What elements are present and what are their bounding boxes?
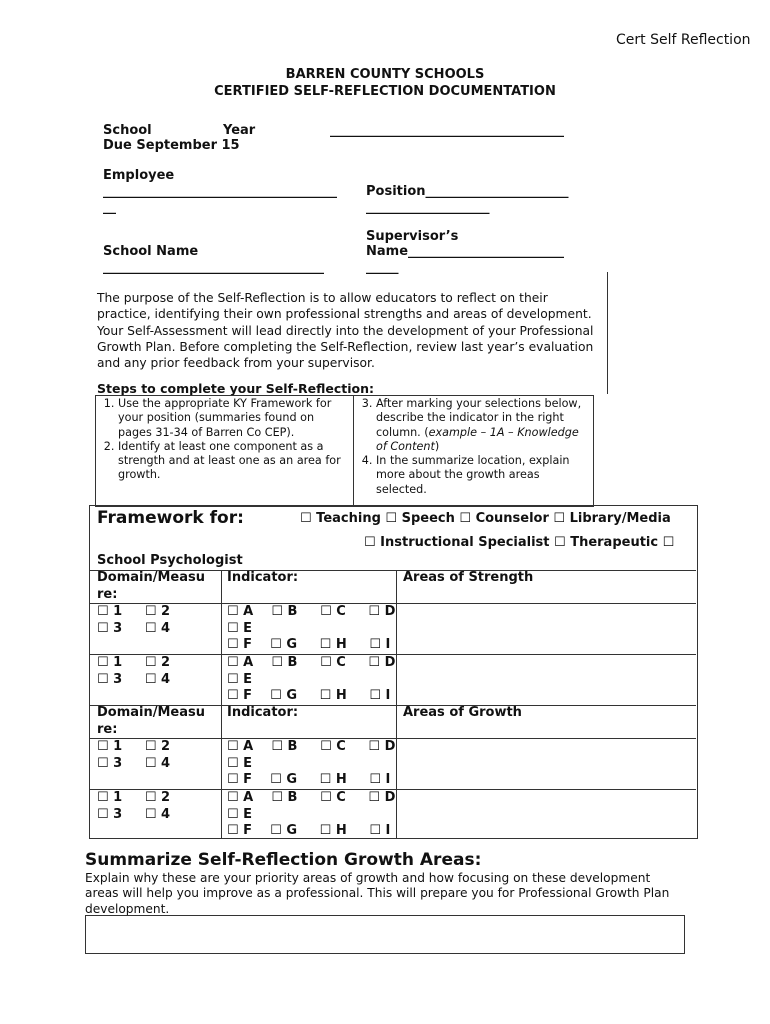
step-2: 2. Identify at least one component as a strength and at least one as an area for growth.	[118, 440, 351, 483]
school-name-field[interactable]: __________________________________	[103, 260, 324, 275]
steps-left-column	[96, 397, 351, 483]
step-4: 4. In the summarize location, explain more about the growth areas selected.	[376, 454, 590, 497]
school-label: School	[103, 123, 152, 138]
step-1: 1. Use the appropriate KY Framework for your position (summaries found on pages 31-34 of Barren Co CEP).	[118, 397, 351, 440]
margin-rule	[607, 272, 608, 394]
framework-option-psychologist[interactable]: School Psychologist	[97, 553, 243, 568]
employee-field-continued: __	[103, 200, 116, 215]
domain-header: Domain/Measu re:	[97, 705, 206, 737]
district-title: BARREN COUNTY SCHOOLS	[285, 67, 485, 82]
domain-checkboxes[interactable]: ☐ 1 ☐ 2 ☐ 3 ☐ 4	[97, 790, 171, 822]
framework-options-row2[interactable]: ☐ Instructional Specialist ☐ Therapeutic ☐	[364, 535, 675, 550]
document-title: CERTIFIED SELF-REFLECTION DOCUMENTATION	[214, 84, 556, 99]
indicator-header: Indicator:	[227, 570, 299, 585]
table-col-rule	[221, 570, 222, 838]
employee-label: Employee	[103, 168, 175, 183]
supervisor-name-field[interactable]: Name________________________	[366, 244, 565, 259]
summary-response-box[interactable]	[85, 915, 685, 954]
due-date: Due September 15	[103, 138, 240, 153]
framework-options-row1[interactable]: ☐ Teaching ☐ Speech ☐ Counselor ☐ Library/Media	[300, 511, 671, 526]
steps-box	[95, 395, 594, 507]
areas-of-strength-header: Areas of Strength	[403, 570, 534, 585]
step-3: 3. After marking your selections below, describe the indicator in the right column. (example – 1A – Knowledge of Content)	[376, 397, 590, 454]
domain-header: Domain/Measu re:	[97, 570, 206, 602]
steps-title: Steps to complete your Self-Reflection:	[97, 381, 374, 396]
domain-checkboxes[interactable]: ☐ 1 ☐ 2 ☐ 3 ☐ 4	[97, 655, 171, 687]
steps-right-column	[354, 397, 590, 497]
summary-title: Summarize Self-Reflection Growth Areas:	[85, 850, 482, 870]
areas-of-growth-header: Areas of Growth	[403, 705, 522, 720]
indicator-checkboxes[interactable]: ☐ A ☐ B ☐ C ☐ D ☐ E ☐ F ☐ G ☐ H ☐ I	[227, 604, 396, 652]
year-label: Year	[223, 123, 256, 138]
corner-label: Cert Self Reflection	[616, 32, 751, 48]
domain-checkboxes[interactable]: ☐ 1 ☐ 2 ☐ 3 ☐ 4	[97, 739, 171, 771]
year-field[interactable]: ____________________________________	[330, 123, 564, 138]
domain-checkboxes[interactable]: ☐ 1 ☐ 2 ☐ 3 ☐ 4	[97, 604, 171, 636]
supervisor-label: Supervisor’s	[366, 229, 459, 244]
indicator-header: Indicator:	[227, 705, 299, 720]
supervisor-field-continued: _____	[366, 260, 399, 275]
indicator-checkboxes[interactable]: ☐ A ☐ B ☐ C ☐ D ☐ E ☐ F ☐ G ☐ H ☐ I	[227, 655, 396, 703]
indicator-checkboxes[interactable]: ☐ A ☐ B ☐ C ☐ D ☐ E ☐ F ☐ G ☐ H ☐ I	[227, 790, 396, 838]
employee-field[interactable]: ____________________________________	[103, 184, 337, 199]
summary-description: Explain why these are your priority areas of growth and how focusing on these development areas will help you improve as a professional. This will prepare you for Professional Growth Plan development.	[85, 871, 670, 916]
school-name-label: School Name	[103, 244, 199, 259]
position-field[interactable]: Position______________________	[366, 184, 569, 199]
position-field-continued: ___________________	[366, 200, 490, 215]
framework-title: Framework for:	[97, 508, 244, 528]
table-col-rule	[396, 570, 397, 838]
intro-paragraph: The purpose of the Self-Reflection is to allow educators to reflect on their practice, identifying their own professional strengths and areas of development. Your Self-Assessment will lead directly into the development of your Professional Growth Plan. Before completing the Self-Reflection, review last year’s evaluation and any prior feedback from your supervisor.	[97, 291, 594, 371]
indicator-checkboxes[interactable]: ☐ A ☐ B ☐ C ☐ D ☐ E ☐ F ☐ G ☐ H ☐ I	[227, 739, 396, 787]
